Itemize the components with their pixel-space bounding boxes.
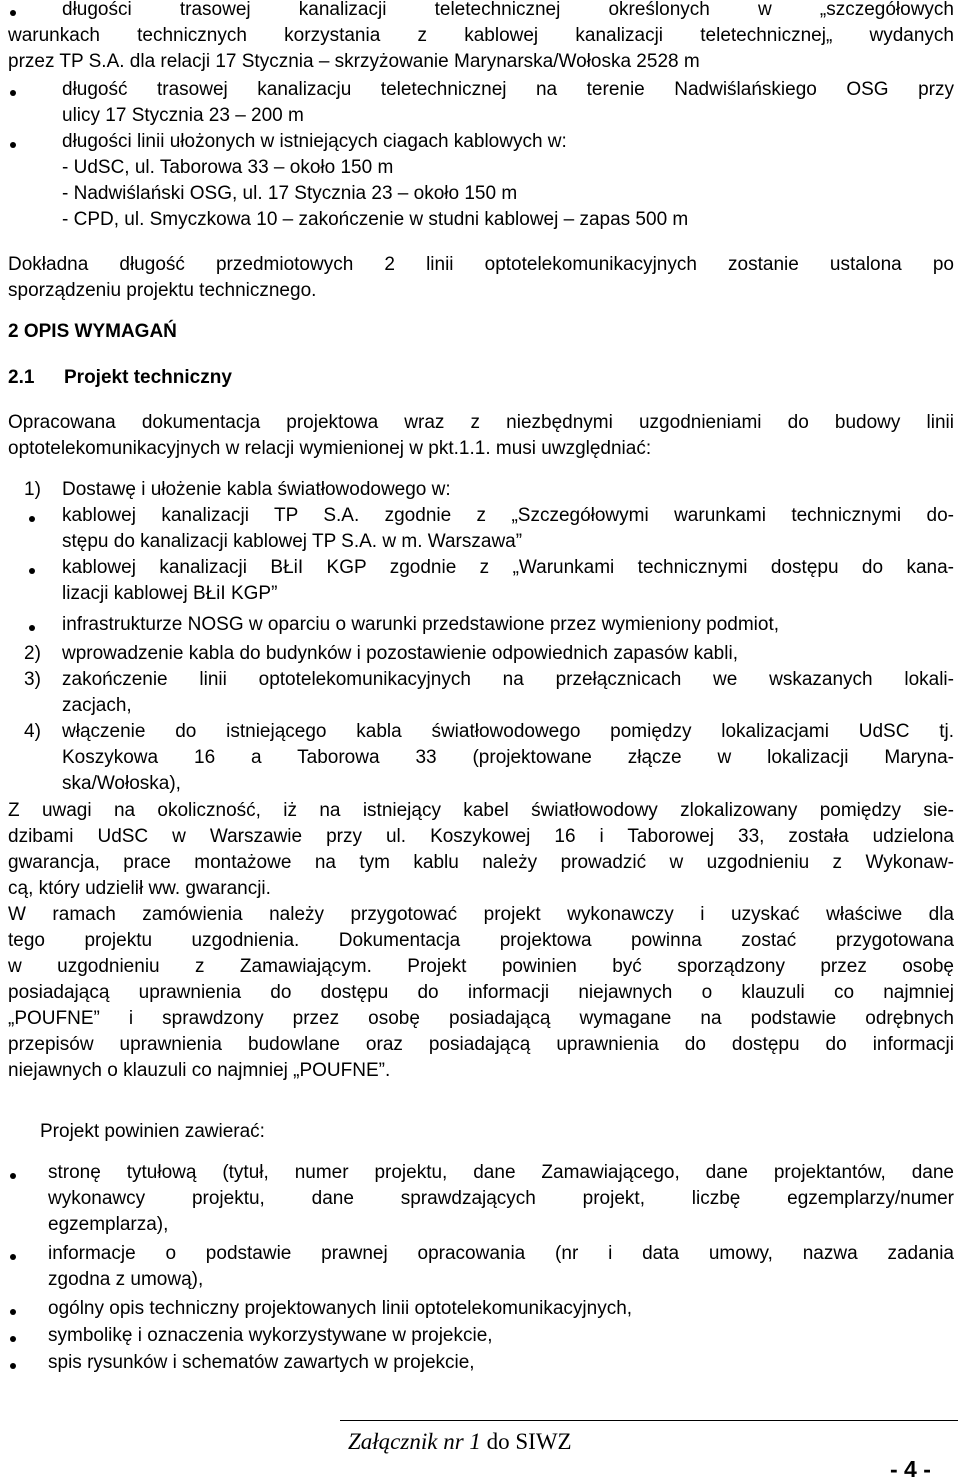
text-line: ska/Wołoska),: [62, 773, 181, 794]
text-line: włączenie do istniejącego kabla światłowodowego pomiędzy lokalizacjami UdSC tj.: [62, 721, 954, 742]
text-line: wykonawcy projektu, dane sprawdzających projekt, liczbę egzemplarzy/numer: [48, 1188, 954, 1209]
bullet-icon: [10, 90, 16, 96]
text-line: Dostawę i ułożenie kabla światłowodowego w:: [62, 479, 451, 500]
text-line: długości trasowej kanalizacji teletechnicznej określonych w „szczegółowych: [62, 0, 954, 20]
text-line: „POUFNE” i sprawdzony przez osobę posiadającą wymagane na podstawie odrębnych: [8, 1008, 954, 1029]
text-line: przepisów uprawnienia budowlane oraz posiadającą uprawnienia do dostępu do informacji: [8, 1034, 954, 1055]
text-line: - Nadwiślański OSG, ul. 17 Stycznia 23 – około 150 m: [62, 183, 518, 204]
text-line: - CPD, ul. Smyczkowa 10 – zakończenie w studni kablowej – zapas 500 m: [62, 209, 689, 230]
text-line: cą, który udzielił ww. gwarancji.: [8, 878, 271, 899]
footer-siwz: do SIWZ: [480, 1429, 572, 1454]
text-line: długości linii ułożonych w istniejących ciagach kablowych w:: [62, 131, 567, 152]
bullet-icon: [10, 142, 16, 148]
text-line: Koszykowa 16 a Taborowa 33 (projektowane złącze w lokalizacji Maryna-: [62, 747, 954, 768]
bullet-icon: [10, 1363, 16, 1369]
text-line: kablowej kanalizacji TP S.A. zgodnie z „Szczegółowymi warunkami technicznymi do-: [62, 505, 954, 526]
bullet-icon: [29, 516, 35, 522]
text-line: długość trasowej kanalizacju teletechnicznej na terenie Nadwiślańskiego OSG przy: [62, 79, 954, 100]
text-line: tego projektu uzgodnienia. Dokumentacja projektowa powinna zostać przygotowana: [8, 930, 954, 951]
text-line: kablowej kanalizacji BŁiI KGP zgodnie z „Warunkami technicznymi dostępu do kana-: [62, 557, 954, 578]
list-number: 1): [24, 479, 41, 500]
text-line: symbolikę i oznaczenia wykorzystywane w projekcie,: [48, 1325, 493, 1346]
text-line: infrastrukturze NOSG w oparciu o warunki przedstawione przez wymieniony podmiot,: [62, 614, 780, 635]
text-line: stępu do kanalizacji kablowej TP S.A. w m. Warszawa”: [62, 531, 523, 552]
text-line: Z uwagi na okoliczność, iż na istniejący kabel światłowodowy zlokalizowany pomiędzy sie-: [8, 800, 954, 821]
text-line: egzemplarza),: [48, 1214, 169, 1235]
bullet-icon: [10, 10, 16, 16]
bullet-icon: [29, 625, 35, 631]
text-line: W ramach zamówienia należy przygotować projekt wykonawczy i uzyskać właściwe dla: [8, 904, 954, 925]
text-line: Projekt powinien zawierać:: [40, 1121, 265, 1142]
footer-attachment: Załącznik nr 1: [348, 1429, 481, 1454]
text-line: - UdSC, ul. Taborowa 33 – około 150 m: [62, 157, 394, 178]
list-number: 4): [24, 721, 41, 742]
bullet-icon: [10, 1254, 16, 1260]
subsection-number: 2.1: [8, 367, 35, 388]
text-line: ulicy 17 Stycznia 23 – 200 m: [62, 105, 304, 126]
text-line: warunkach technicznych korzystania z kablowej kanalizacji teletechnicznej„ wydanych: [8, 25, 954, 46]
text-line: przez TP S.A. dla relacji 17 Stycznia – skrzyżowanie Marynarska/Wołoska 2528 m: [8, 51, 700, 72]
text-line: spis rysunków i schematów zawartych w projekcie,: [48, 1352, 475, 1373]
bullet-icon: [10, 1336, 16, 1342]
subsection-title: Projekt techniczny: [64, 367, 232, 388]
section-heading: 2 OPIS WYMAGAŃ: [8, 321, 177, 342]
bullet-icon: [10, 1173, 16, 1179]
text-line: informacje o podstawie prawnej opracowania (nr i data umowy, nazwa zadania: [48, 1243, 954, 1264]
page-number: - 4 -: [890, 1456, 931, 1482]
text-line: optotelekomunikacyjnych w relacji wymienionej w pkt.1.1. musi uwzględniać:: [8, 438, 652, 459]
text-line: zgodna z umową),: [48, 1269, 204, 1290]
text-line: Opracowana dokumentacja projektowa wraz z niezbędnymi uzgodnieniami do budowy linii: [8, 412, 954, 433]
text-line: w uzgodnieniu z Zamawiającym. Projekt powinien być sporządzony przez osobę: [8, 956, 954, 977]
footer-rule: [340, 1420, 958, 1421]
text-line: posiadającą uprawnienia do dostępu do informacji niejawnych o klauzuli co najmniej: [8, 982, 954, 1003]
bullet-icon: [29, 568, 35, 574]
text-line: sporządzeniu projektu technicznego.: [8, 280, 317, 301]
list-number: 2): [24, 643, 41, 664]
text-line: lizacji kablowej BŁiI KGP”: [62, 583, 278, 604]
text-line: wprowadzenie kabla do budynków i pozostawienie odpowiednich zapasów kabli,: [62, 643, 738, 664]
text-line: ogólny opis techniczny projektowanych linii optotelekomunikacyjnych,: [48, 1298, 633, 1319]
list-number: 3): [24, 669, 41, 690]
text-line: dzibami UdSC w Warszawie przy ul. Koszykowej 16 i Taborowej 33, została udzielona: [8, 826, 954, 847]
bullet-icon: [10, 1309, 16, 1315]
text-line: zakończenie linii optotelekomunikacyjnych na przełącznicach we wskazanych lokali-: [62, 669, 954, 690]
footer-label: [348, 1428, 572, 1456]
text-line: gwarancja, prace montażowe na tym kablu należy prowadzić w uzgodnieniu z Wykonaw-: [8, 852, 954, 873]
text-line: stronę tytułową (tytuł, numer projektu, dane Zamawiającego, dane projektantów, dane: [48, 1162, 954, 1183]
text-line: zacjach,: [62, 695, 132, 716]
text-line: niejawnych o klauzuli co najmniej „POUFNE”.: [8, 1060, 391, 1081]
text-line: Dokładna długość przedmiotowych 2 linii optotelekomunikacyjnych zostanie ustalona po: [8, 254, 954, 275]
